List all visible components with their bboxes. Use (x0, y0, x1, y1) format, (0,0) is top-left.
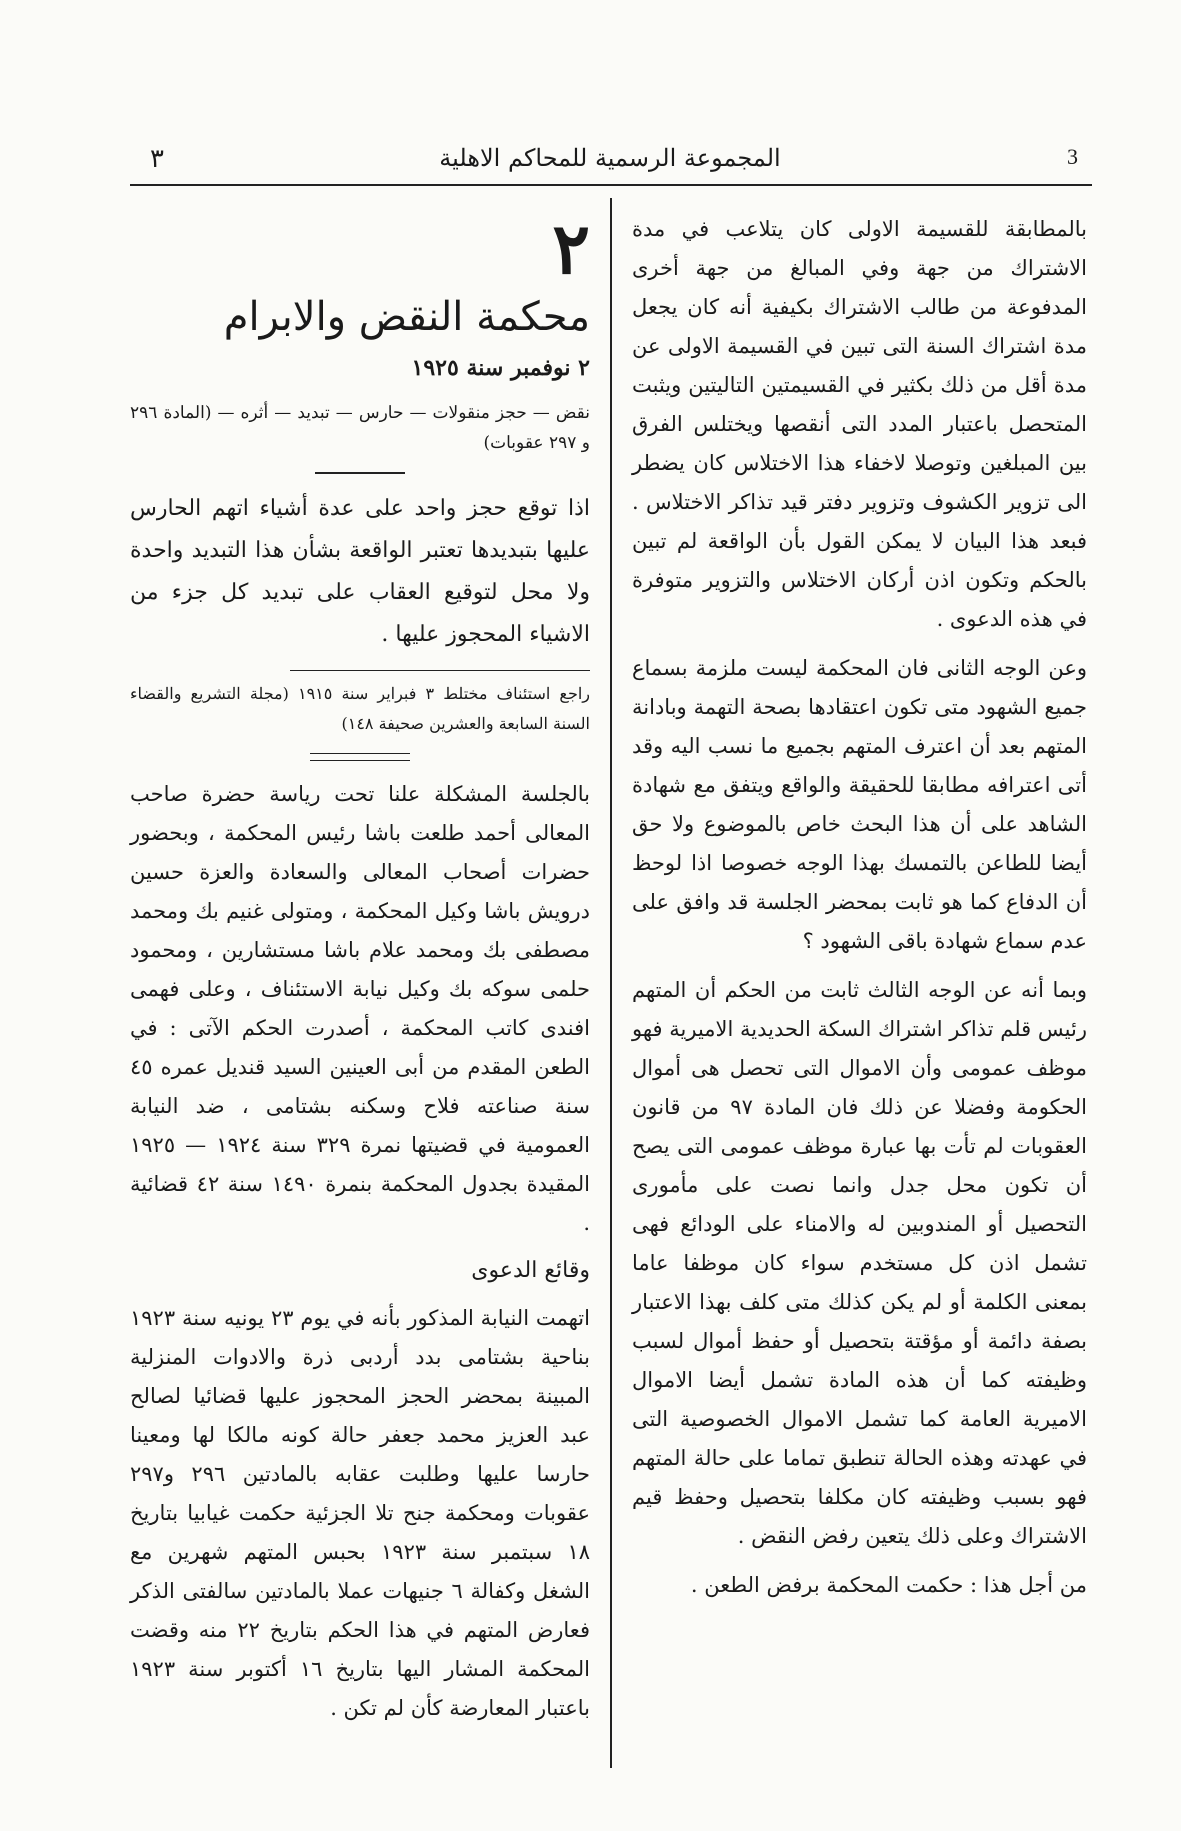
double-divider (310, 753, 410, 761)
header-rule (130, 184, 1092, 186)
footnote: راجع استئناف مختلط ٣ فبراير سنة ١٩١٥ (مجلة التشريع والقضاء السنة السابعة والعشرين صحيفة ١٤٨) (130, 684, 591, 733)
judgment-date: ٢ نوفمبر سنة ١٩٢٥ (411, 355, 590, 381)
court-name: محكمة النقض والابرام (223, 294, 590, 340)
running-title: المجموعة الرسمية للمحاكم الاهلية (439, 144, 781, 172)
left-column (130, 207, 591, 1728)
right-column (632, 210, 1087, 1605)
page-header (130, 140, 1090, 188)
legal-principle: اذا توقع حجز واحد على عدة أشياء اتهم الحارس عليها بتبديدها تعتبر الواقعة بشأن هذا التبديد واحدة ولا محل لتوقيع العقاب على تبديد كل جزء من الاشياء المحجوز عليها . (130, 495, 590, 647)
page-number-latin: 3 (1067, 144, 1078, 169)
paragraph: وبما أنه عن الوجه الثالث ثابت من الحكم أن المتهم رئيس قلم تذاكر اشتراك السكة الحديدية الاميرية فهو موظف عمومى وأن الاموال التى تحصل هى أموال الحكومة وفضلا عن ذلك فان المادة ٩٧ من قانون العقوبات لم تأت بها عبارة موظف عمومى التى يصح أن تكون محل جدل وانما نصت على مأمورى التحصيل أو المندوبين له والامناء على الودائع فهى تشمل اذن كل مستخدم سواء كان موظفا عاما بمعنى الكلمة أو لم يكن كذلك متى كلف بهذا الاعتبار بصفة دائمة أو مؤقتة بتحصيل أو حفظ أموال لسبب وظيفته كما أن هذه المادة تشمل أيضا الاموال الاميرية العامة كما تشمل الاموال الخصوصية التى في عهدته وهذه الحالة تنطبق تماما على حالة المتهم فهو بسبب وظيفته كان مكلفا بتحصيل وحفظ قيم الاشتراك وعلى ذلك يتعين رفض النقض . (632, 978, 1087, 1548)
section-divider (315, 472, 405, 474)
page-number-arabic: ٣ (150, 144, 164, 174)
facts-heading: وقائع الدعوى (471, 1258, 590, 1283)
case-number: ٢ (552, 207, 590, 290)
session-paragraph: بالجلسة المشكلة علنا تحت رياسة حضرة صاحب المعالى أحمد طلعت باشا رئيس المحكمة ، وبحضور حضرات أصحاب المعالى والسعادة والعزة حسين درويش باشا وكيل المحكمة ، ومتولى غنيم بك ومحمد مصطفى بك ومحمد علام باشا مستشارين ، ومحمود حلمى سوكه بك وكيل نيابة الاستئناف ، وعلى فهمى افندى كاتب المحكمة ، أصدرت الحكم الآتى : في الطعن المقدم من أبى العينين السيد قنديل عمره ٤٥ سنة صناعته فلاح وسكنه بشتامى ، ضد النيابة العمومية في قضيتها نمرة ٣٢٩ سنة ١٩٢٤ — ١٩٢٥ المقيدة بجدول المحكمة بنمرة ١٤٩٠ سنة ٤٢ قضائية . (130, 782, 591, 1235)
keywords: نقض — حجز منقولات — حارس — تبديد — أثره — (المادة ٢٩٦ و ٢٩٧ عقوبات) (130, 403, 590, 453)
footnote-rule (290, 670, 590, 672)
facts-paragraph: اتهمت النيابة المذكور بأنه في يوم ٢٣ يونيه سنة ١٩٢٣ بناحية بشتامى بدد أردبى ذرة والادوات المنزلية المبينة بمحضر الحجز المحجوز عليها قضائيا لصالح عبد العزيز محمد جعفر حالة كونه مالكا لها ومعينا حارسا عليها وطلبت عقابه بالمادتين ٢٩٦ و٢٩٧ عقوبات ومحكمة جنح تلا الجزئية حكمت غيابيا بتاريخ ١٨ سبتمبر سنة ١٩٢٣ بحبس المتهم شهرين مع الشغل وكفالة ٦ جنيهات عملا بالمادتين سالفتى الذكر فعارض المتهم في هذا الحكم بتاريخ ٢٢ منه وقضت المحكمة المشار اليها بتاريخ ١٦ أكتوبر سنة ١٩٢٣ باعتبار المعارضة كأن لم تكن . (130, 1306, 590, 1720)
paragraph: بالمطابقة للقسيمة الاولى كان يتلاعب في مدة الاشتراك من جهة وفي المبالغ من جهة أخرى المدفوعة من طالب الاشتراك بكيفية أنه كان يجعل مدة اشتراك السنة التى تبين في القسيمة الاولى عن مدة أقل من ذلك بكثير في القسيمتين التاليتين ويثبت المتحصل باعتبار المدد التى أنقصها ويختلس الفرق بين المبلغين وتوصلا لاخفاء هذا الاختلاس كان يضطر الى تزوير الكشوف وتزوير دفتر قيد تذاكر الاختلاس . فبعد هذا البيان لا يمكن القول بأن الواقعة لم تبين بالحكم وتكون اذن أركان الاختلاس والتزوير متوفرة في هذه الدعوى . (632, 217, 1087, 631)
paragraph: وعن الوجه الثانى فان المحكمة ليست ملزمة بسماع جميع الشهود متى تكون اعتقادها بصحة التهمة وبادانة المتهم بعد أن اعترف المتهم بجميع ما نسب اليه وقد أتى اعترافه مطابقا للحقيقة والواقع ويتفق مع شهادة الشاهد على أن هذا البحث خاص بالموضوع ولا حق أيضا للطاعن بالتمسك بهذا الوجه خصوصا اذا لوحظ أن الدفاع كما هو ثابت بمحضر الجلسة قد وافق على عدم سماع شهادة باقى الشهود ؟ (632, 656, 1087, 953)
column-divider (610, 198, 612, 1768)
verdict-paragraph: من أجل هذا : حكمت المحكمة برفض الطعن . (690, 1573, 1087, 1597)
